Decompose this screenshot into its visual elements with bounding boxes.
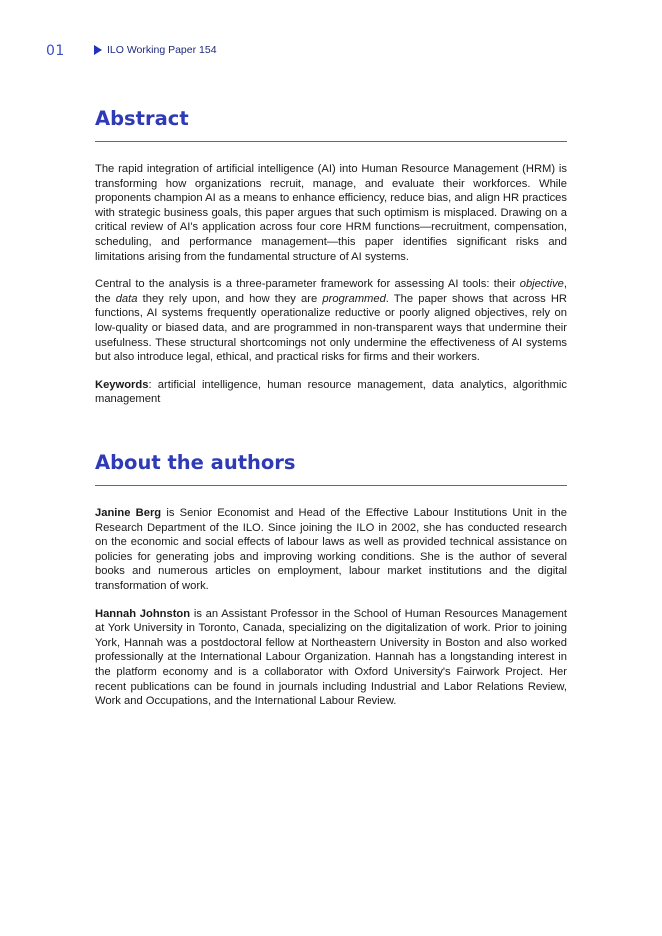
author-name-2: Hannah Johnston <box>95 607 191 620</box>
abstract-paragraph-1: The rapid integration of artificial intelligence (AI) into Human Resource Management (HRM) is transforming how organizations recruit, manage, and evaluate their workforces. While proponents champion AI as a means to enhance efficiency, reduce bias, and align HR practices with strategic business goals, this paper argues that such optimism is misplaced. Drawing on a critical review of AI's application across four core HRM functions—recruitment, compensation, scheduling, and performance management—this paper identifies significant risks and limitations arising from the fundamental structure of AI systems. <box>95 163 567 263</box>
page-header <box>46 43 566 59</box>
authors-divider <box>95 485 567 486</box>
abstract-paragraph-2 <box>95 277 567 365</box>
p2-intro: Central to the analysis is a three-parameter framework for assessing AI tools: their <box>95 278 520 291</box>
p2-rest: . The paper shows that across HR functions, AI systems frequently operationalize reductive or poorly aligned objectives, rely on low-quality or biased data, and are programmed in non-transparent ways that undermine their usefulness. These structural shortcomings not only undermine the effectiveness of AI systems but also introduce legal, ethical, and practical risks for firms and their workers. <box>95 292 567 364</box>
author-bio-text-1: is Senior Economist and Head of the Effective Labour Institutions Unit in the Research Department of the ILO. Since joining the ILO in 2002, she has conducted research on the economic and social effects of labour laws as well as provided technical assistance on policies for generating jobs and improving working conditions. She is the author of several books and numerous articles on employment, labour market institutions and the digital transformation of work. <box>95 507 567 592</box>
author-bio-text-2: is an Assistant Professor in the School of Human Resources Management at York University in Toronto, Canada, specializing on the digitalization of work. Prior to joining York, Hannah was a postdoctoral fellow at Northeastern University in Boston and also worked professionally at the International Labour Organization. Hannah has a longstanding interest in the platform economy and is a collaborator with Oxford University's Fairwork Project. Her recent publications can be found in journals including Industrial and Labor Relations Review, Work and Occupations, and the International Labour Review. <box>95 607 567 708</box>
keywords-text: : artificial intelligence, human resource management, data analytics, algorithmic management <box>95 378 567 406</box>
term-programmed: programmed <box>322 292 386 305</box>
authors-section <box>95 452 567 709</box>
keywords-paragraph <box>95 378 567 407</box>
keywords-label: Keywords <box>95 378 149 391</box>
page-number: 01 <box>46 43 65 59</box>
term-objective: objective <box>519 278 564 291</box>
play-triangle-icon <box>94 45 102 55</box>
abstract-divider <box>95 141 567 142</box>
series-title: ILO Working Paper 154 <box>107 44 217 56</box>
author-bio-2 <box>95 607 567 709</box>
abstract-section <box>95 108 567 407</box>
term-data: data <box>115 292 138 305</box>
abstract-heading: Abstract <box>95 107 189 130</box>
author-name-1: Janine Berg <box>95 507 162 519</box>
authors-heading: About the authors <box>95 451 296 474</box>
p2-sep: , the <box>95 278 567 305</box>
p2-mid: they rely upon, and how they are <box>137 292 323 305</box>
series-label <box>94 44 217 56</box>
author-bio-1 <box>95 506 567 594</box>
